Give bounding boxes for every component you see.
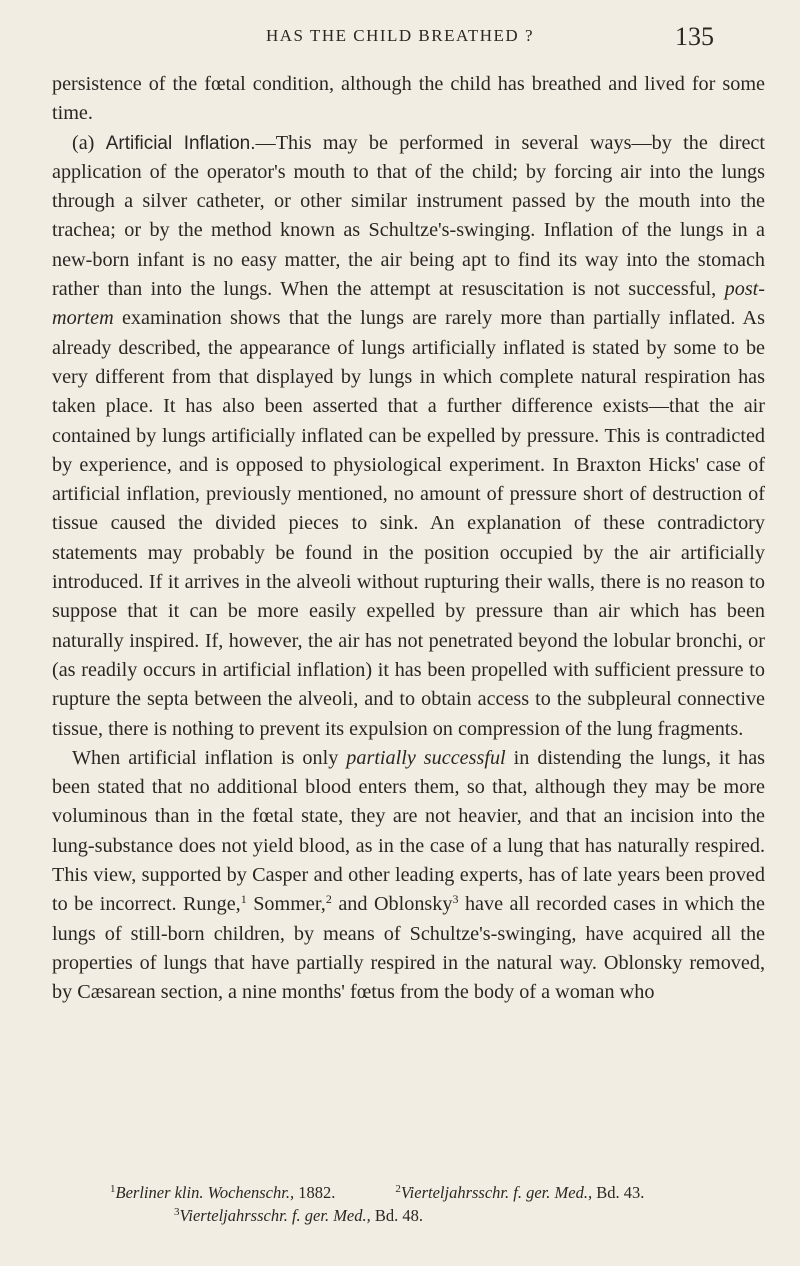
footnote-ref[interactable]: 3 [452,892,459,907]
section-label: (a) [72,131,95,154]
paragraph-continuation [52,70,765,129]
paragraph-partial-inflation [52,744,765,1008]
footnote-ref[interactable]: 1 [240,892,247,907]
footnote-detail: Bd. 43. [592,1183,645,1202]
footnote-source: Vierteljahrsschr. f. ger. Med., [179,1206,371,1225]
footnote-number: 3 [174,1206,180,1218]
paragraph-text: When artificial inflation is only [72,746,347,769]
footnote-number: 1 [110,1183,116,1195]
footnote-ref[interactable]: 2 [325,892,332,907]
paragraph-text: have all recorded cases in which the lungs of still-born children, by means of Schultze's-swinging, have acquired all the properties of lungs that have partially respired in the natural way. Oblonsky removed, by Cæsarean section, a nine months' fœtus from the body of a woman who [52,893,765,1004]
footnote-detail: 1882. [294,1183,336,1202]
paragraph-text: in distending the lungs, it has been stated that no additional blood enters them, so that, although they may be more voluminous than in the fœtal state, they are not heavier, and that an incision into the lung-substance does not yield blood, as in the case of a lung that has naturally respired. This view, supported by Casper and other leading experts, has of late years been proved to be incorrect. Runge, [52,746,766,916]
footnote-number: 2 [395,1183,401,1195]
italic-term: partially successful [346,746,506,769]
footnotes [52,1181,765,1227]
footnote-row [52,1204,765,1227]
running-title: HAS THE CHILD BREATHED ? [265,26,534,45]
footnote-row [52,1181,765,1204]
paragraph-text: examination shows that the lungs are rarely more than partially inflated. As already described, the appearance of lungs artificially inflated is stated by some to be very different from that displayed by lungs in which complete natural respiration has taken place. It has also been asserted that a further difference exists—that the air contained by lungs artificially inflated can be expelled by pressure. This is contradicted by experience, and is opposed to physiological experiment. In Braxton Hicks' case of artificial inflation, previously mentioned, no amount of pressure short of destruction of tissue caused the divided pieces to sink. An explanation of these contradictory statements may probably be found in the position occupied by the air artificially introduced. If it arrives in the alveoli without rupturing their walls, there is no reason to suppose that it can be more easily expelled by pressure than air which has been naturally inspired. If, however, the air has not penetrated beyond the lobular bronchi, or (as readily occurs in artificial inflation) it has been propelled with sufficient pressure to rupture the septa between the alveoli, and to obtain access to the subpleural connective tissue, there is nothing to prevent its expulsion on compression of the lung fragments. [52,307,765,740]
footnote [174,1204,423,1227]
paragraph-artificial-inflation [52,129,765,744]
footnote [110,1181,335,1204]
footnote-source: Vierteljahrsschr. f. ger. Med., [400,1183,593,1202]
paragraph-text: and Oblonsky [331,893,453,916]
footnote [395,1181,644,1204]
paragraph-text: persistence of the fœtal condition, although the child has breathed and lived for some time. [52,73,765,125]
section-heading: Artificial Inflation. [105,132,256,154]
footnote-detail: Bd. 48. [370,1206,424,1225]
page-number: 135 [675,22,714,51]
italic-term: post-mortem [52,278,765,330]
page-header [60,22,740,52]
footnote-source: Berliner klin. Wochenschr., [115,1183,295,1202]
paragraph-text: Sommer, [246,893,326,916]
paragraph-text: —This may be performed in several ways—by the direct application of the operator's mouth to that of the child; by forcing air into the lungs through a silver catheter, or other similar instrument passed by the mouth into the trachea; or by the method known as Schultze's-swinging. Inflation of the lungs in a new-born infant is no easy matter, the air being apt to find its way into the stomach rather than into the lungs. When the attempt at resuscitation is not successful, [52,131,765,301]
body-text [52,70,765,1008]
